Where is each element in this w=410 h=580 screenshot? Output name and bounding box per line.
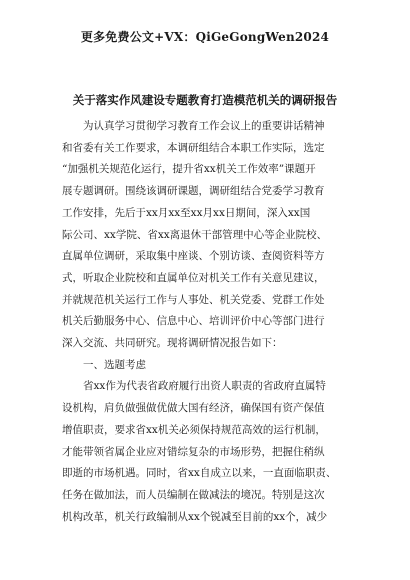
paragraph-line: 即逝的市场机遇。同时，省xx自成立以来，一直面临职责、 [62, 467, 337, 480]
report-body [62, 116, 362, 528]
paragraph-line: 任务在做加法，而人员编制在做减法的境况。特别是这次 [62, 488, 325, 501]
paragraph-line: 为认真学习贯彻学习教育工作会议上的重要讲话精神 [83, 120, 325, 132]
paragraph-line: 直属单位调研，采取集中座谈、个别访谈、查阅资料等方 [62, 250, 325, 263]
paragraph-line: 际公司、xx学院、省xx离退休干部管理中心等企业院校、 [62, 228, 328, 241]
paragraph-line: 增值职责，要求省xx机关必须保持规范高效的运行机制， [62, 423, 326, 436]
report-title: 关于落实作风建设专题教育打造模范机关的调研报告 [72, 93, 338, 107]
paragraph-line: 展专题调研。围绕该调研课题，调研组结合党委学习教育 [62, 185, 325, 198]
paragraph-line: 并就规范机关运行工作与人事处、机关党委、党群工作处 [62, 293, 325, 306]
paragraph-line: 机关后勤服务中心、信息中心、培训评价中心等部门进行 [62, 315, 325, 328]
paragraph-line: “加强机关规范化运行，提升省xx机关工作效率”课题开 [62, 163, 316, 176]
section-heading: 一、选题考虑 [83, 358, 146, 371]
paragraph-line: 式，听取企业院校和直属单位对机关工作有关意见建议， [62, 271, 325, 284]
paragraph-line: 和省委有关工作要求，本调研组结合本职工作实际，选定 [62, 141, 325, 154]
paragraph-line: 工作安排，先后于xx月xx至xx月xx日期间，深入xx国 [62, 206, 311, 219]
paragraph-line: 深入交流、共同研究。现将调研情况报告如下： [62, 337, 283, 350]
paragraph-line: 才能带领省属企业应对错综复杂的市场形势，把握住稍纵 [62, 445, 325, 458]
paragraph-line: 机构改革，机关行政编制从xx个锐减至目前的xx个，减少 [62, 510, 328, 523]
paragraph-line: 省xx作为代表省政府履行出资人职责的省政府直属特 [83, 380, 326, 393]
paragraph-line: 设机构，肩负做强做优做大国有经济，确保国有资产保值 [62, 402, 325, 415]
promo-header: 更多免费公文+VX：QiGeGongWen2024 [80, 30, 330, 44]
